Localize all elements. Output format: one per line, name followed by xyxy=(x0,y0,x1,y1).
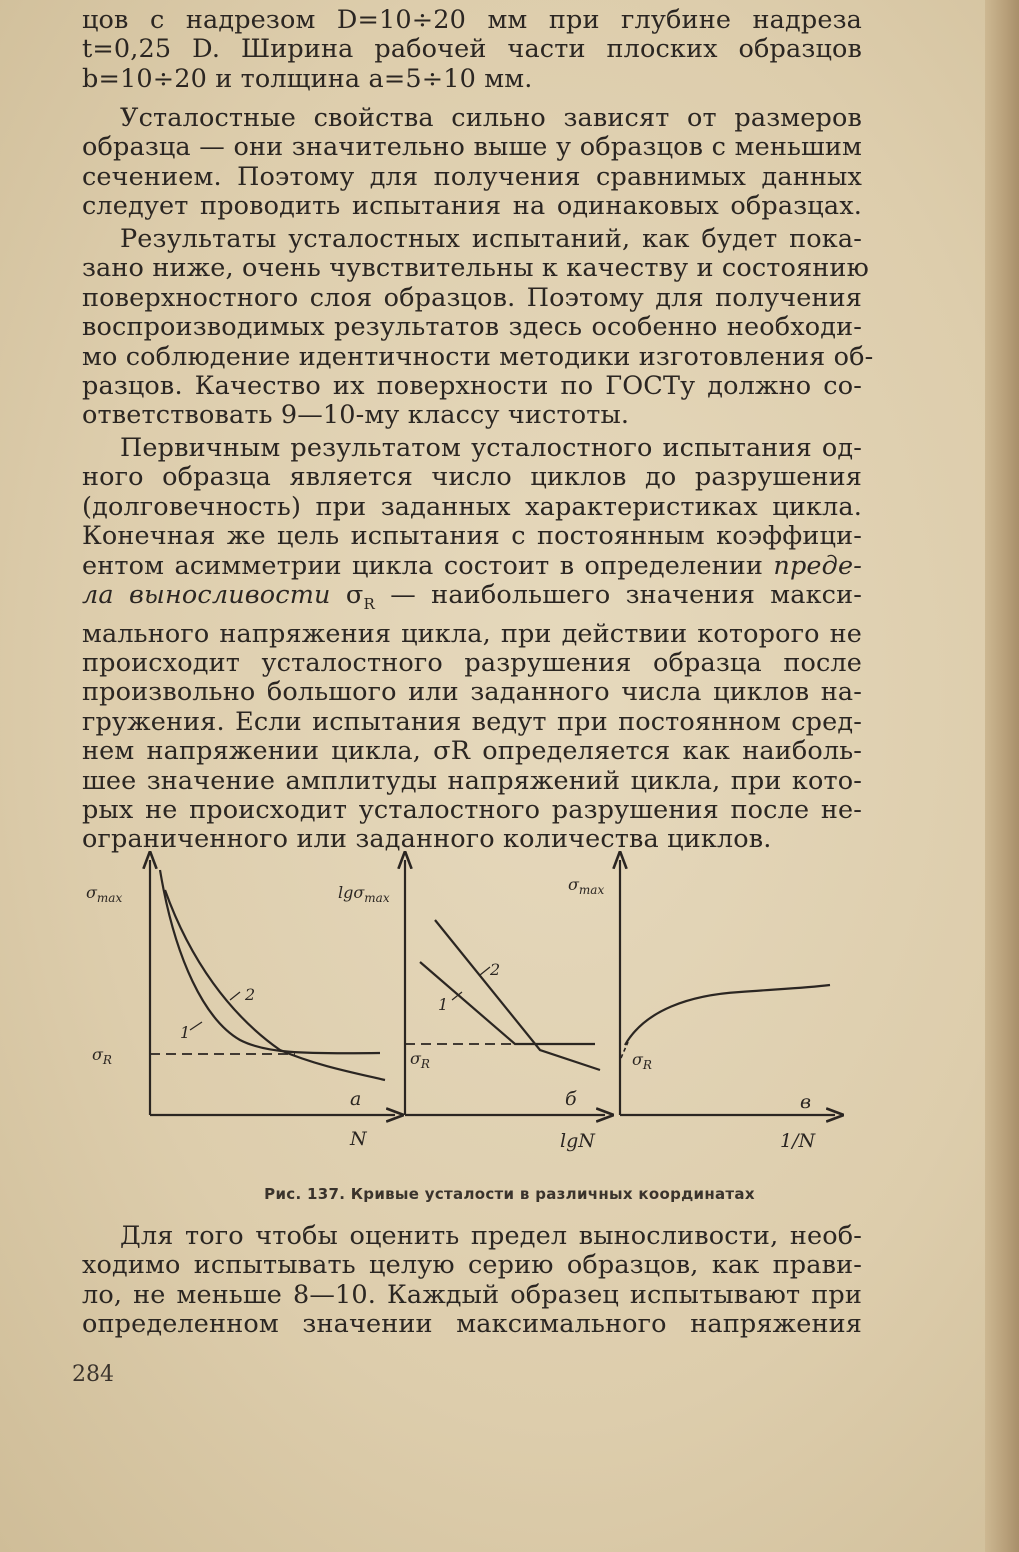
panel-a-sigma-r-label: $\sigma_R$ xyxy=(92,1045,112,1067)
panel-c-y-label: $\sigma_{max}$ xyxy=(568,875,605,897)
text-line: произвольно большого или заданного числа циклов на- xyxy=(82,677,862,708)
panel-a-letter: а xyxy=(350,1088,362,1110)
paragraph-specimen-dimensions xyxy=(82,6,862,94)
panel-b-sigma-r-label: $\sigma_R$ xyxy=(410,1049,430,1071)
panel-a-y-label: $\sigma_{max}$ xyxy=(86,883,123,905)
text-line: разцов. Качество их поверхности по ГОСТу должно со- xyxy=(82,371,862,402)
text-line: следует проводить испытания на одинаковых образцах. xyxy=(82,191,862,222)
text-line: мального напряжения цикла, при действии которого не xyxy=(82,618,862,649)
text-line: Усталостные свойства сильно зависят от размеров xyxy=(120,103,862,133)
text-line: сечением. Поэтому для получения сравнимых данных xyxy=(82,161,862,192)
figure-fatigue-curves xyxy=(80,850,870,1170)
text-line: b=10÷20 и толщина a=5÷10 мм. xyxy=(82,63,533,94)
panel-a-curve-1-label: 1 xyxy=(180,1023,191,1042)
paragraph-size-dependence xyxy=(82,104,862,222)
panel-b-curve-1-label: 1 xyxy=(438,995,449,1014)
figure-caption: Рис. 137. Кривые усталости в различных координатах xyxy=(264,1185,755,1203)
term-endurance-limit-end: ла выносливости xyxy=(82,580,331,611)
panel-a-curve-1-leader xyxy=(190,1022,202,1030)
text-line: (долговечность) при заданных характеристиках цикла. xyxy=(82,491,862,522)
text-line: Для того чтобы оценить предел выносливости, необ- xyxy=(120,1221,862,1251)
text-line: ограниченного или заданного количества циклов. xyxy=(82,824,772,855)
text-line: мо соблюдение идентичности методики изготовления об- xyxy=(82,341,874,372)
panel-b-x-label: lgN xyxy=(560,1130,595,1152)
paragraph-surface-quality xyxy=(82,224,874,431)
text-line-start: ентом асимметрии цикла состоит в определении xyxy=(82,550,774,581)
text-line: гружения. Если испытания ведут при постоянном сред- xyxy=(82,706,862,737)
panel-c-x-label: 1/N xyxy=(780,1130,816,1152)
text-line: воспроизводимых результатов здесь особенно необходи- xyxy=(82,312,862,343)
paragraph-endurance-limit xyxy=(82,434,862,855)
term-endurance-limit-start: преде- xyxy=(773,550,862,581)
panel-c-letter: в xyxy=(800,1091,812,1113)
panel-a-curve-2-leader xyxy=(230,992,240,1000)
panel-b-y-label: lgσ$_{max}$ xyxy=(338,883,390,905)
panel-b xyxy=(405,860,605,1115)
text-line: происходит усталостного разрушения образца после xyxy=(82,647,862,678)
panel-a-x-label: N xyxy=(350,1128,367,1150)
page-number: 284 xyxy=(72,1362,114,1387)
page-edge xyxy=(985,0,1019,1552)
fatigue-curves-diagram xyxy=(80,850,870,1170)
panel-a-curve-2-label: 2 xyxy=(245,985,256,1004)
text-line: определенном значении максимального напряжения xyxy=(82,1309,862,1340)
text-line: ло, не меньше 8—10. Каждый образец испытывают при xyxy=(82,1279,862,1310)
text-line: ного образца является число циклов до разрушения xyxy=(82,462,862,493)
text-line xyxy=(82,552,862,581)
text-line: нем напряжении цикла, σR определяется как наиболь- xyxy=(82,736,862,767)
text-line: зано ниже, очень чувствительны к качеству и состоянию xyxy=(82,253,869,284)
text-line: Результаты усталостных испытаний, как будет пока- xyxy=(120,224,862,254)
text-line: t=0,25 D. Ширина рабочей части плоских образцов xyxy=(82,34,862,65)
panel-b-curve-2-label: 2 xyxy=(490,960,501,979)
panel-c-sigma-r-label: $\sigma_R$ xyxy=(632,1050,652,1072)
text-line: ответствовать 9—10-му классу чистоты. xyxy=(82,400,630,431)
text-line: ходимо испытывать целую серию образцов, как прави- xyxy=(82,1250,862,1281)
text-line: Конечная же цель испытания с постоянным коэффици- xyxy=(82,521,862,552)
panel-b-letter: б xyxy=(565,1088,577,1110)
panel-a-curve-2 xyxy=(165,890,385,1080)
panel-b-curve-2-leader xyxy=(480,967,490,975)
paragraph-test-series xyxy=(82,1222,862,1340)
text-line: образца — они значительно выше у образцов с меньшим xyxy=(82,132,862,163)
text-line: поверхностного слоя образцов. Поэтому для получения xyxy=(82,282,862,313)
text-line: рых не происходит усталостного разрушения после не- xyxy=(82,794,862,825)
text-line: Первичным результатом усталостного испытания од- xyxy=(120,433,862,463)
text-line: цов с надрезом D=10÷20 мм при глубине надреза xyxy=(82,5,862,35)
text-line: шее значение амплитуды напряжений цикла, при кото- xyxy=(82,765,862,796)
panel-c xyxy=(620,860,835,1115)
text-line: ла выносливости $\sigma_R$ — наибольшего значения макси- xyxy=(82,580,863,614)
panel-c-curve xyxy=(625,985,830,1045)
